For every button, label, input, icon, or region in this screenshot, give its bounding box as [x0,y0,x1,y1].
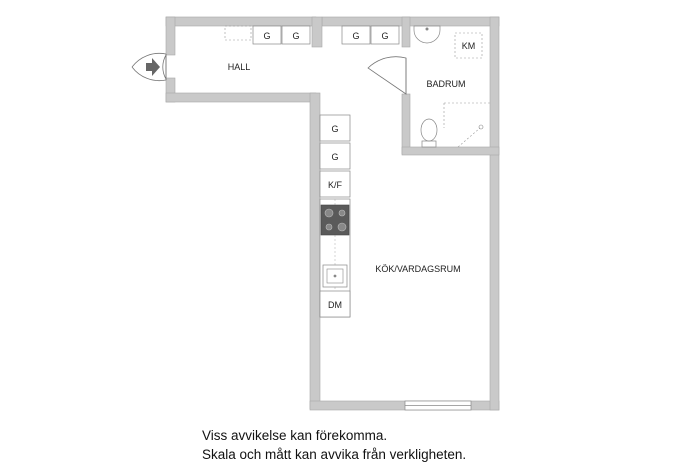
wardrobe-label: G [263,31,271,41]
room-label-kitchen-living: KÖK/VARDAGSRUM [375,264,461,274]
bathroom-door [368,57,406,94]
toilet [421,119,437,147]
room-label-hall: HALL [227,62,251,72]
washing-machine-label: KM [461,41,476,51]
kitchen-sink-icon [323,265,347,287]
disclaimer-line-1: Viss avvikelse kan förekomma. [202,428,388,443]
wardrobe-label: G [352,31,360,41]
bathroom-sink [414,26,440,43]
wardrobe-label: G [381,31,389,41]
fridge-freezer-label: K/F [327,180,343,190]
disclaimer [202,426,682,464]
wardrobe-label: G [292,31,300,41]
stove-icon [321,205,349,235]
shower-area [444,103,490,147]
disclaimer-line-2: Skala och mått kan avvika från verkligheten. [202,447,467,462]
kitchen-cabinet-label: G [331,124,339,134]
kitchen-cabinet-label: G [331,152,339,162]
hall-wardrobes-right [342,26,399,44]
dishwasher-label: DM [328,300,342,310]
room-label-bathroom: BADRUM [426,79,466,89]
entrance-arrow-icon [146,58,160,76]
window [405,401,471,410]
